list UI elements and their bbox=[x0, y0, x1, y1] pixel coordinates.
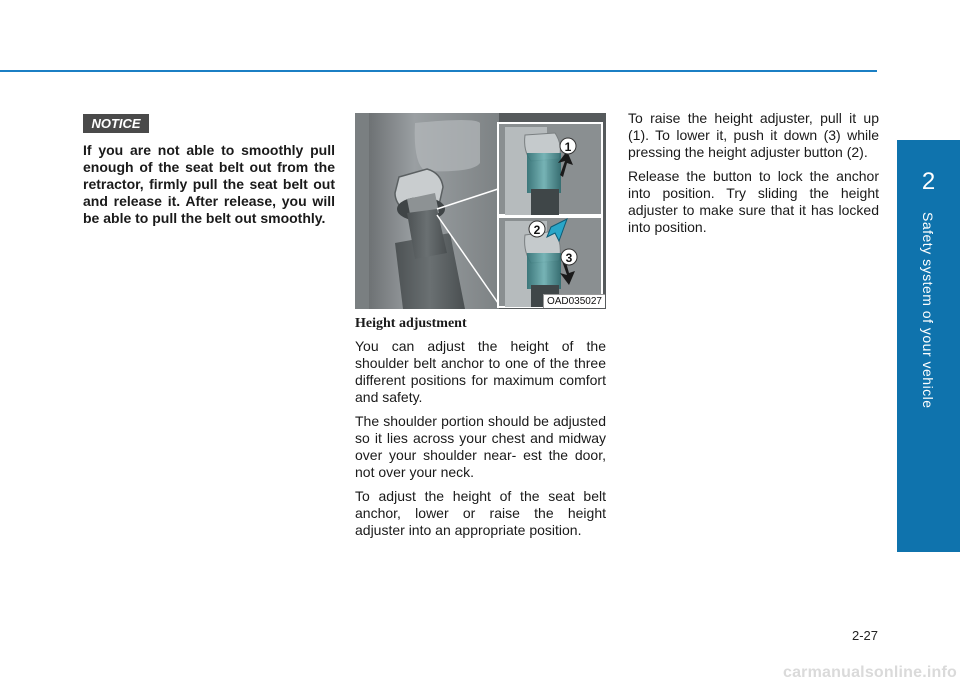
height-adjustment-section bbox=[355, 316, 606, 546]
paragraph: Release the button to lock the anchor into position. Try sliding the height adjuster to make sure that it has locked into position. bbox=[628, 168, 879, 235]
svg-text:1: 1 bbox=[564, 140, 572, 154]
callout-3 bbox=[561, 249, 577, 265]
figure-code: OAD035027 bbox=[543, 294, 605, 308]
paragraph: The shoulder portion should be adjusted so it lies across your chest and midway over your shoulder near- est the door, not over your neck. bbox=[355, 413, 606, 480]
paragraph: To adjust the height of the seat belt anchor, lower or raise the height adjuster into an appropriate position. bbox=[355, 488, 606, 538]
chapter-tab bbox=[897, 140, 960, 552]
chapter-number: 2 bbox=[921, 168, 936, 195]
section-heading: Height adjustment bbox=[355, 316, 467, 331]
chapter-title: Safety system of your vehicle bbox=[920, 212, 936, 409]
watermark: carmanualsonline.info bbox=[782, 664, 957, 681]
page-number: 2-27 bbox=[851, 628, 878, 643]
adjuster-instructions bbox=[628, 110, 879, 243]
header-rule bbox=[0, 70, 877, 72]
svg-text:3: 3 bbox=[565, 251, 573, 265]
seat-belt-illustration bbox=[355, 113, 606, 309]
paragraph: You can adjust the height of the shoulder belt anchor to one of the three different positions for maximum comfort and safety. bbox=[355, 338, 606, 405]
notice-text: If you are not able to smoothly pull enough of the seat belt out from the retractor, firmly pull the seat belt out and release it. After release, you will be able to pull the belt out smoothly. bbox=[83, 142, 335, 226]
svg-text:2: 2 bbox=[533, 223, 541, 237]
notice-badge: NOTICE bbox=[83, 114, 149, 133]
callout-2 bbox=[529, 221, 545, 237]
paragraph: To raise the height adjuster, pull it up (1). To lower it, push it down (3) while pressing the height adjuster button (2). bbox=[628, 110, 879, 160]
seat-belt-height-adjuster-figure bbox=[355, 113, 606, 309]
callout-1 bbox=[560, 138, 576, 154]
